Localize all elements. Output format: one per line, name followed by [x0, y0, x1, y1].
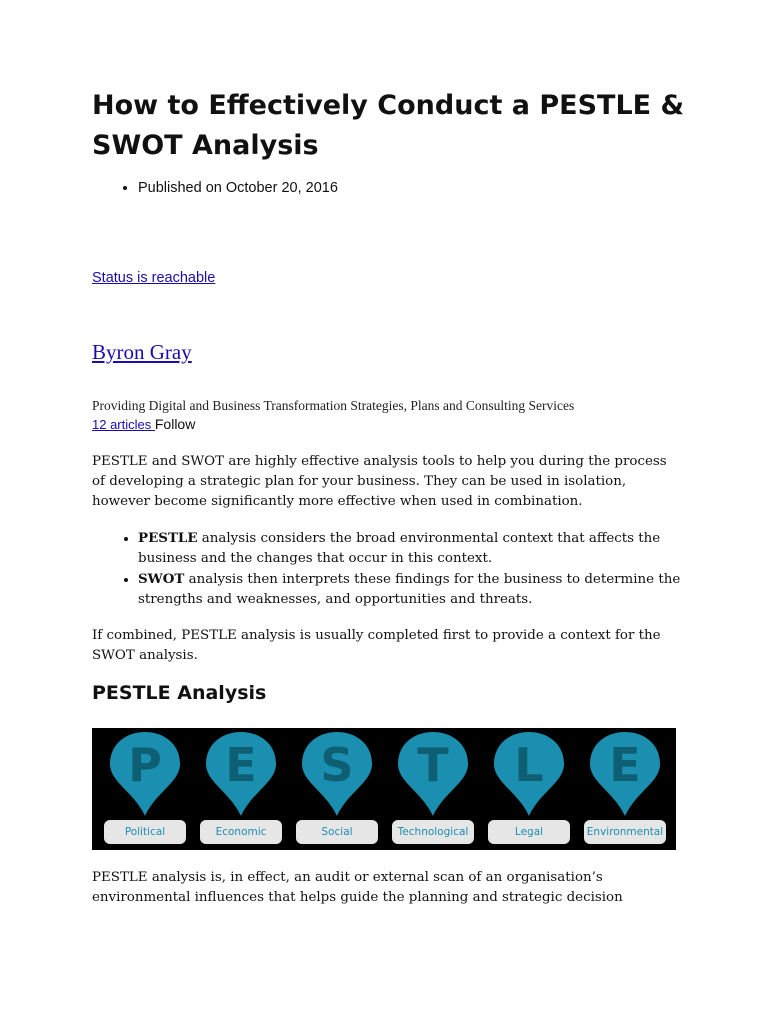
pestle-pin-environmental [584, 730, 666, 848]
pestle-pin-social [296, 730, 378, 848]
point-term: SWOT [138, 571, 185, 587]
pin-label: Environmental [584, 820, 666, 844]
point-text: analysis considers the broad environmental context that affects the business and the changes that occur in this context. [138, 531, 661, 566]
pin-letter: L [514, 738, 544, 792]
pin-letter: P [128, 738, 162, 792]
author-stats [92, 416, 195, 432]
point-swot [138, 569, 684, 610]
analysis-points-list [92, 528, 684, 610]
follow-button[interactable]: Follow [154, 416, 196, 432]
section-heading: PESTLE Analysis [92, 682, 267, 704]
pestle-banner-image [92, 728, 676, 850]
pestle-pin-technological [392, 730, 474, 848]
articles-count-link[interactable]: 12 articles [92, 417, 155, 432]
pin-letter: T [417, 738, 449, 792]
pin-label: Legal [488, 820, 570, 844]
author-headline: Providing Digital and Business Transformation Strategies, Plans and Consulting Services [92, 398, 575, 413]
meta-list [92, 180, 338, 196]
point-term: PESTLE [138, 530, 198, 546]
point-text: analysis then interprets these findings for the business to determine the strengths and weaknesses, and opportunities and threats. [138, 572, 681, 607]
pestle-pin-political [104, 730, 186, 848]
pin-letter: E [225, 738, 257, 792]
pin-label: Technological [392, 820, 474, 844]
pin-label: Political [104, 820, 186, 844]
author-name-link[interactable]: Byron Gray [92, 340, 192, 364]
pestle-pin-legal [488, 730, 570, 848]
pin-letter: E [609, 738, 641, 792]
intro-paragraph: PESTLE and SWOT are highly effective analysis tools to help you during the process of developing a strategic plan for your business. They can be used in isolation, however become significantly more effective when used in combination. [92, 454, 667, 509]
pin-letter: S [320, 738, 354, 792]
pestle-paragraph: PESTLE analysis is, in effect, an audit or external scan of an organisation’s environmental influences that helps guide the planning and strategic decision [92, 870, 623, 905]
point-pestle [138, 528, 684, 569]
status-link[interactable]: Status is reachable [92, 270, 216, 286]
published-date: • Published on October 20, 2016 [138, 180, 338, 196]
pin-label: Social [296, 820, 378, 844]
combined-paragraph: If combined, PESTLE analysis is usually completed first to provide a context for the SWOT analysis. [92, 628, 661, 663]
pestle-pin-economic [200, 730, 282, 848]
pin-label: Economic [200, 820, 282, 844]
article-title: How to Effectively Conduct a PESTLE & SWOT Analysis [92, 90, 685, 161]
